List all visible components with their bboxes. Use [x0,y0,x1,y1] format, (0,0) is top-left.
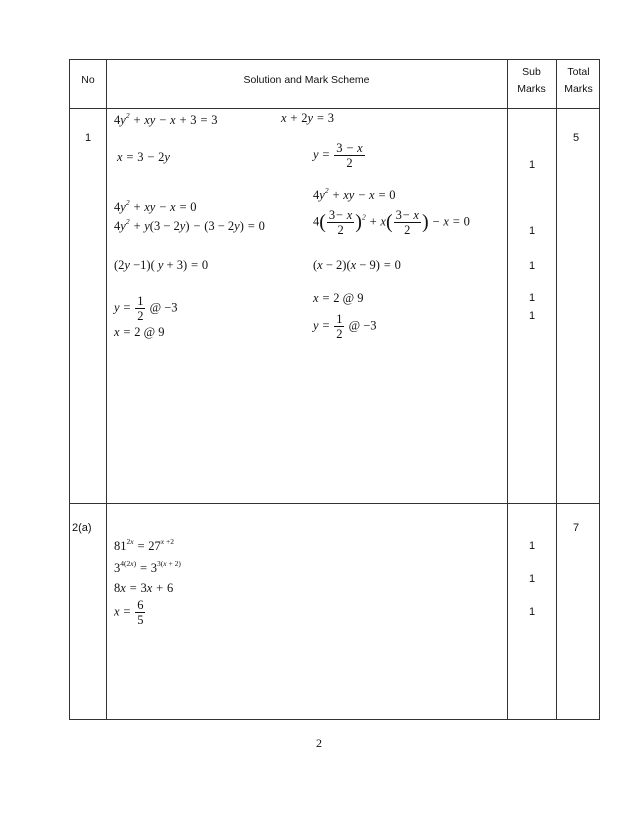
sub-mark: 1 [528,540,536,552]
equation-line: (x − 2)(x − 9) = 0 [313,258,401,272]
column-divider [556,60,557,719]
equation-line: x + 2y = 3 [281,111,334,125]
column-divider [106,60,107,719]
header-total-line2: Marks [564,83,593,96]
equation-line: $81^{2x} = 27^{x +2}$ [114,537,174,553]
sub-mark: 1 [528,310,536,322]
header-solution: Solution and Mark Scheme [243,74,370,86]
equation-line: y = $\frac{1}{2}$ @ −3 [313,312,377,341]
sub-mark: 1 [528,225,536,237]
equation-line: (2y −1)( y + 3) = 0 [114,258,209,272]
header-total-line1: Total [567,66,590,78]
equation-line: 4( $\frac{3- x}{2}$ )$^2$ + x( $\frac{3- x}{2}$ ) − x = 0 [313,208,470,237]
row-divider [70,503,599,504]
header-no: No [81,74,95,86]
equation-line: y = $\frac{1}{2}$ @ −3 [114,294,178,323]
total-mark: 5 [572,132,580,144]
question-number: 1 [84,132,92,144]
header-divider [70,108,599,109]
equation-line: $4y^2$ + xy − x = 0 [313,186,396,202]
equation-line: x = 3 − 2y [117,150,170,164]
equation-line: 8x = 3x + 6 [114,581,174,595]
equation-line: y = $\frac{3 - x}{2}$ [313,141,363,170]
sub-mark: 1 [528,159,536,171]
equation-line: x = $\frac{6}{5}$ [114,598,144,627]
header-sub-line2: Marks [517,83,546,96]
sub-mark: 1 [528,260,536,272]
equation-line: $4y^2$ + xy − x = 0 [114,198,197,214]
page-number: 2 [316,736,322,750]
sub-mark: 1 [528,292,536,304]
equation-line: $4y^2 + y(3 - 2y) - (3 - 2y) = 0$ [114,217,265,233]
column-divider [507,60,508,719]
equation-line: $3^{4(2x)} = 3^{3(x + 2)}$ [114,559,181,575]
total-mark: 7 [572,522,580,534]
equation-line: x = 2 @ 9 [114,325,165,339]
equation-line: x = 2 @ 9 [313,291,364,305]
header-sub-marks [507,64,556,99]
sub-mark: 1 [528,573,536,585]
equation-line: $4y^2$ + xy − x + 3 = 3 [114,111,218,127]
header-total-marks [556,64,601,99]
sub-mark: 1 [528,606,536,618]
question-number: 2(a) [72,522,92,534]
header-sub-line1: Sub [522,66,541,78]
mark-scheme-table [69,59,600,720]
